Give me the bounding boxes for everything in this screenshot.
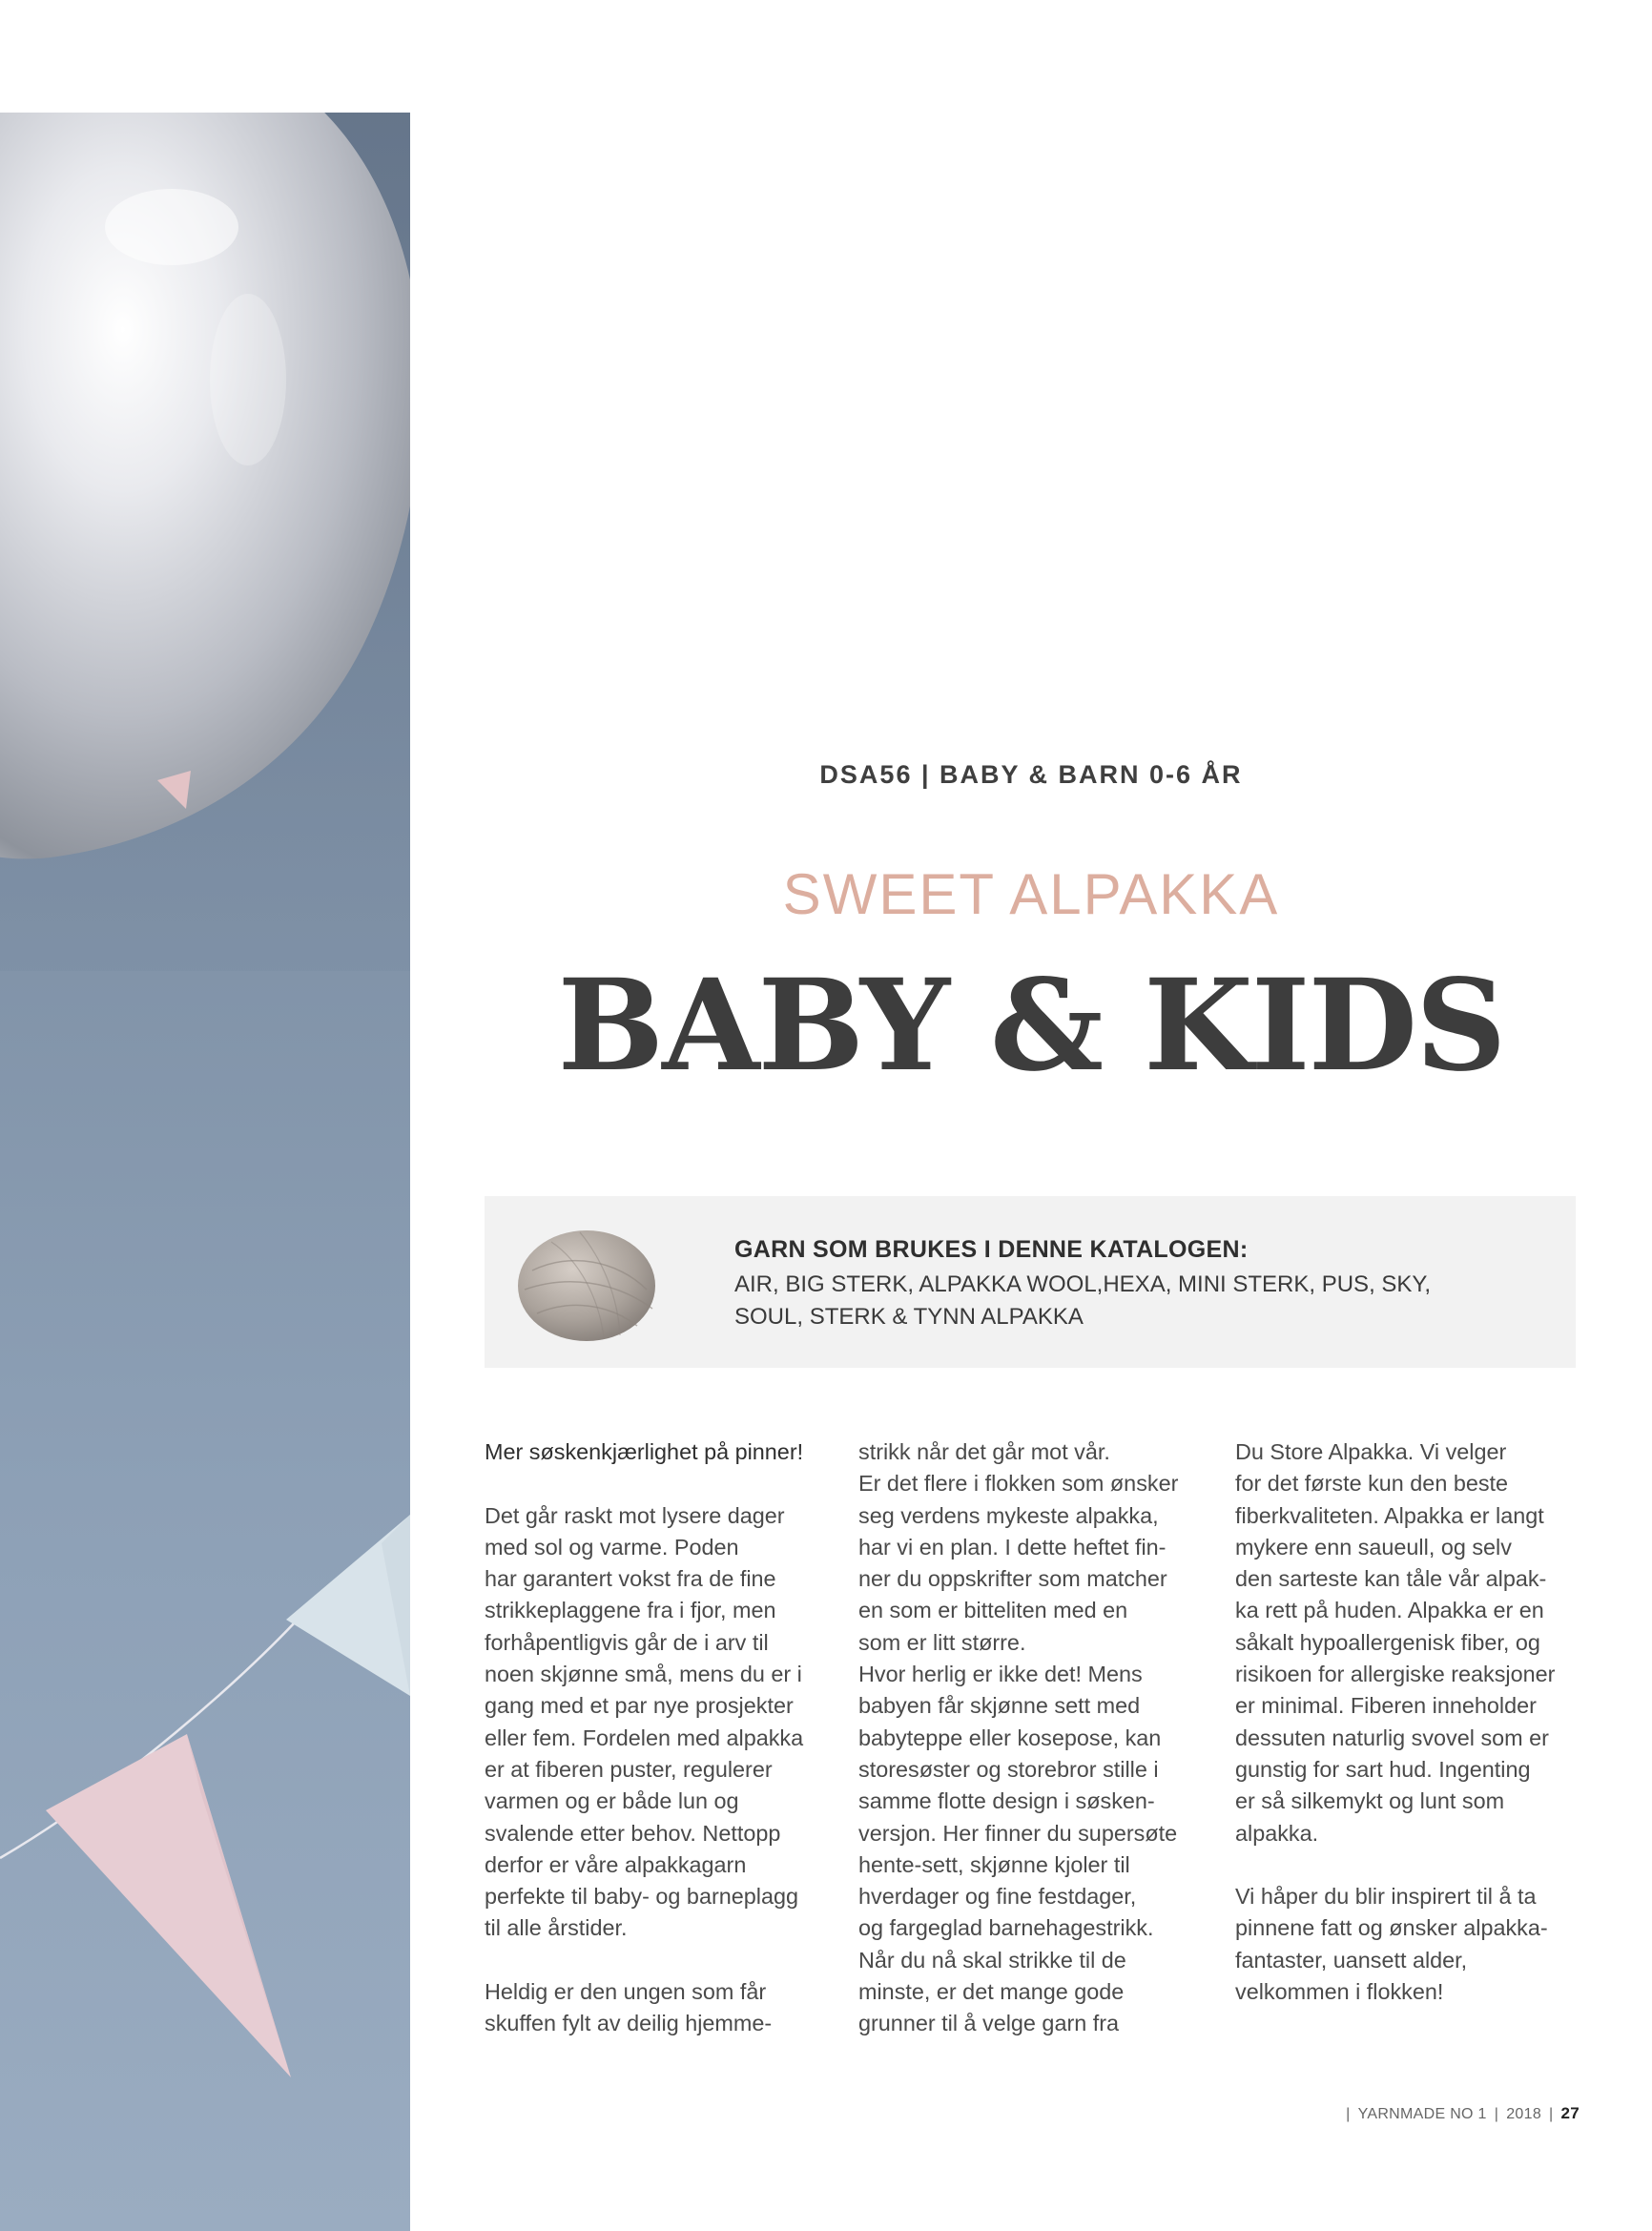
body-text-line: skuffen fylt av deilig hjemme- <box>485 2011 773 2036</box>
body-column-1 <box>485 1436 823 2040</box>
body-text-line: fiberkvaliteten. Alpakka er langt <box>1235 1502 1544 1528</box>
body-text-line: gunstig for sart hud. Ingenting <box>1235 1756 1531 1782</box>
yarn-list <box>734 1269 1517 1333</box>
yarn-list-line: SOUL, STERK & TYNN ALPAKKA <box>734 1304 1084 1330</box>
body-text-line: grunner til å velge garn fra <box>858 2011 1120 2036</box>
body-text-line: storesøster og storebror stille i <box>858 1756 1159 1782</box>
body-text-line: er at fiberen puster, regulerer <box>485 1756 773 1782</box>
body-text-line: ner du oppskrifter som matcher <box>858 1566 1167 1592</box>
body-text-line: samme flotte design i søsken- <box>858 1788 1155 1814</box>
body-text-line: Når du nå skal strikke til de <box>858 1947 1126 1973</box>
body-text-line: og fargeglad barnehagestrikk. <box>858 1915 1154 1941</box>
body-text-line: strikk når det går mot vår. <box>858 1439 1110 1464</box>
body-text-line: forhåpentligvis går de i arv til <box>485 1629 769 1655</box>
paragraph-gap <box>1235 1849 1574 1881</box>
body-text-line: Er det flere i flokken som ønsker <box>858 1471 1179 1497</box>
body-text-line: alpakka. <box>1235 1820 1319 1846</box>
body-text-line: dessuten naturlig svovel som er <box>1235 1725 1549 1750</box>
body-text-line: versjon. Her finner du supersøte <box>858 1820 1178 1846</box>
paragraph-gap <box>485 1468 823 1499</box>
balloon-bunting-illustration <box>0 113 410 2231</box>
body-text-line: varmen og er både lun og <box>485 1788 739 1814</box>
body-text-line: Mer søskenkjærlighet på pinner! <box>485 1439 804 1464</box>
footer-publication: YARNMADE NO 1 <box>1357 2106 1487 2122</box>
body-column-3 <box>1235 1436 1574 2008</box>
body-text-line: er minimal. Fiberen inneholder <box>1235 1693 1537 1719</box>
page-number: 27 <box>1560 2104 1580 2122</box>
body-text-line: perfekte til baby- og barneplagg <box>485 1884 798 1910</box>
body-text-line: eller fem. Fordelen med alpakka <box>485 1725 804 1750</box>
body-text-line: Det går raskt mot lysere dager <box>485 1502 785 1528</box>
balloon-bunting-photo <box>0 113 410 2231</box>
yarn-list-line: AIR, BIG STERK, ALPAKKA WOOL,HEXA, MINI STERK, PUS, SKY, <box>734 1271 1431 1297</box>
body-text-line: strikkeplaggene fra i fjor, men <box>485 1598 776 1623</box>
body-text-line: med sol og varme. Poden <box>485 1534 739 1560</box>
catalog-kicker: DSA56 | BABY & BARN 0-6 ÅR <box>819 760 1243 789</box>
footer-separator: | <box>1549 2106 1554 2122</box>
body-column-2 <box>858 1436 1197 2040</box>
body-text-line: til alle årstider. <box>485 1915 628 1941</box>
yarn-info-box <box>485 1196 1576 1368</box>
body-text-line: mykere enn saueull, og selv <box>1235 1534 1512 1560</box>
page-footer <box>1338 2104 1580 2123</box>
body-text-line: Vi håper du blir inspirert til å ta <box>1235 1884 1537 1910</box>
footer-year: 2018 <box>1506 2106 1542 2122</box>
body-text-line: babyen får skjønne sett med <box>858 1693 1141 1719</box>
body-text-line: risikoen for allergiske reaksjoner <box>1235 1662 1556 1687</box>
body-text-line: har garantert vokst fra de fine <box>485 1566 776 1592</box>
body-text-line: en som er bitteliten med en <box>858 1598 1128 1623</box>
body-text-line: hente-sett, skjønne kjoler til <box>858 1851 1130 1877</box>
body-text-line: den sarteste kan tåle vår alpak- <box>1235 1566 1547 1592</box>
body-text-line: velkommen i flokken! <box>1235 1979 1444 2005</box>
body-text-line: Hvor herlig er ikke det! Mens <box>858 1662 1143 1687</box>
body-text-line: babyteppe eller kosepose, kan <box>858 1725 1162 1750</box>
body-text-line: fantaster, uansett alder, <box>1235 1947 1468 1973</box>
body-text-line: såkalt hypoallergenisk fiber, og <box>1235 1629 1540 1655</box>
body-text-line: Du Store Alpakka. Vi velger <box>1235 1439 1507 1464</box>
pink-flag <box>46 1734 291 2077</box>
body-text-line: som er litt større. <box>858 1629 1026 1655</box>
body-text-line: pinnene fatt og ønsker alpakka- <box>1235 1915 1548 1941</box>
body-text-line: minste, er det mange gode <box>858 1979 1125 2005</box>
page-title: BABY & KIDS <box>557 952 1505 1100</box>
yarn-heading: GARN SOM BRUKES I DENNE KATALOGEN: <box>734 1236 1249 1263</box>
footer-separator: | <box>1346 2106 1351 2122</box>
body-text-line: hverdager og fine festdager, <box>858 1884 1137 1910</box>
body-text-line: har vi en plan. I dette heftet fin- <box>858 1534 1167 1560</box>
body-text-line: seg verdens mykeste alpakka, <box>858 1502 1159 1528</box>
body-text-line: gang med et par nye prosjekter <box>485 1693 794 1719</box>
body-text-line: ka rett på huden. Alpakka er en <box>1235 1598 1544 1623</box>
body-text-line: svalende etter behov. Nettopp <box>485 1820 781 1846</box>
body-text-line: Heldig er den ungen som får <box>485 1979 767 2005</box>
footer-separator: | <box>1494 2106 1499 2122</box>
paragraph-gap <box>485 1945 823 1976</box>
yarn-ball-icon <box>513 1223 660 1345</box>
body-text-line: er så silkemykt og lunt som <box>1235 1788 1505 1814</box>
body-text-line: derfor er våre alpakkagarn <box>485 1851 747 1877</box>
body-text-line: for det første kun den beste <box>1235 1471 1509 1497</box>
body-text-line: noen skjønne små, mens du er i <box>485 1662 802 1687</box>
page-subtitle: SWEET ALPAKKA <box>782 862 1280 926</box>
